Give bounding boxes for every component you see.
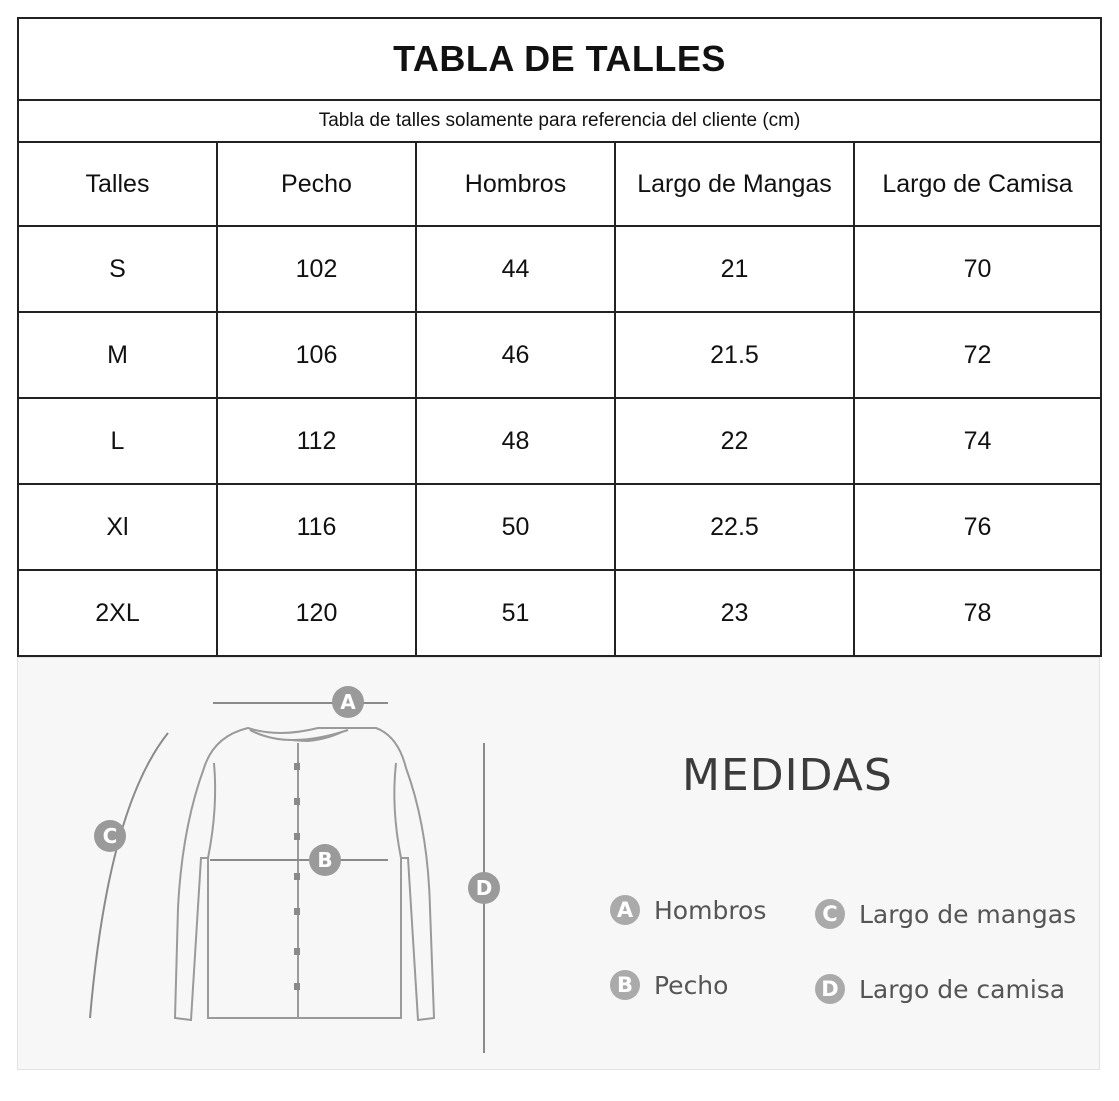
table-row — [18, 226, 1101, 312]
legend-item-hombros — [610, 895, 766, 925]
diagram-title: MEDIDAS — [682, 750, 893, 801]
cell-size: L — [18, 398, 217, 484]
legend-item-largo-mangas — [815, 899, 1076, 929]
measurement-diagram — [17, 657, 1100, 1070]
marker-b — [309, 844, 341, 876]
cell-mangas: 22 — [615, 398, 854, 484]
header-largo-camisa: Largo de Camisa — [854, 142, 1101, 226]
cell-pecho: 112 — [217, 398, 416, 484]
table-title: TABLA DE TALLES — [18, 18, 1101, 100]
cell-camisa: 74 — [854, 398, 1101, 484]
size-table — [17, 17, 1102, 657]
header-row — [18, 142, 1101, 226]
cell-hombros: 44 — [416, 226, 615, 312]
table-row — [18, 312, 1101, 398]
cell-size: 2XL — [18, 570, 217, 656]
legend-label: Hombros — [654, 895, 767, 925]
cell-pecho: 120 — [217, 570, 416, 656]
legend-label: Largo de camisa — [859, 974, 1066, 1004]
cell-mangas: 22.5 — [615, 484, 854, 570]
table-row — [18, 570, 1101, 656]
cell-mangas: 23 — [615, 570, 854, 656]
cell-hombros: 51 — [416, 570, 615, 656]
size-chart — [17, 17, 1100, 657]
svg-text:C: C — [102, 824, 118, 848]
cell-camisa: 76 — [854, 484, 1101, 570]
shirt-outline — [175, 728, 434, 1020]
cell-size: Xl — [18, 484, 217, 570]
marker-d — [468, 872, 500, 904]
legend-label: Largo de mangas — [859, 899, 1077, 929]
cell-mangas: 21 — [615, 226, 854, 312]
table-subtitle: Tabla de talles solamente para referencia del cliente (cm) — [18, 100, 1101, 142]
legend-badge: B — [610, 970, 640, 1000]
cell-hombros: 50 — [416, 484, 615, 570]
cell-mangas: 21.5 — [615, 312, 854, 398]
legend-item-pecho — [610, 970, 728, 1000]
svg-text:A: A — [340, 690, 356, 714]
legend-badge: C — [815, 899, 845, 929]
legend-item-largo-camisa — [815, 974, 1065, 1004]
legend-badge: D — [815, 974, 845, 1004]
cell-pecho: 106 — [217, 312, 416, 398]
cell-size: S — [18, 226, 217, 312]
cell-camisa: 78 — [854, 570, 1101, 656]
shirt-illustration — [18, 658, 1101, 1071]
cell-size: M — [18, 312, 217, 398]
marker-a — [332, 686, 364, 718]
cell-hombros: 46 — [416, 312, 615, 398]
cell-camisa: 70 — [854, 226, 1101, 312]
header-pecho: Pecho — [217, 142, 416, 226]
header-hombros: Hombros — [416, 142, 615, 226]
measurement-lines — [90, 703, 484, 1053]
table-row — [18, 484, 1101, 570]
marker-c — [94, 820, 126, 852]
svg-text:B: B — [317, 848, 333, 872]
cell-pecho: 116 — [217, 484, 416, 570]
header-talles: Talles — [18, 142, 217, 226]
header-largo-mangas: Largo de Mangas — [615, 142, 854, 226]
legend-badge: A — [610, 895, 640, 925]
cell-camisa: 72 — [854, 312, 1101, 398]
cell-hombros: 48 — [416, 398, 615, 484]
table-row — [18, 398, 1101, 484]
legend-label: Pecho — [654, 970, 729, 1000]
svg-text:D: D — [475, 876, 493, 900]
cell-pecho: 102 — [217, 226, 416, 312]
